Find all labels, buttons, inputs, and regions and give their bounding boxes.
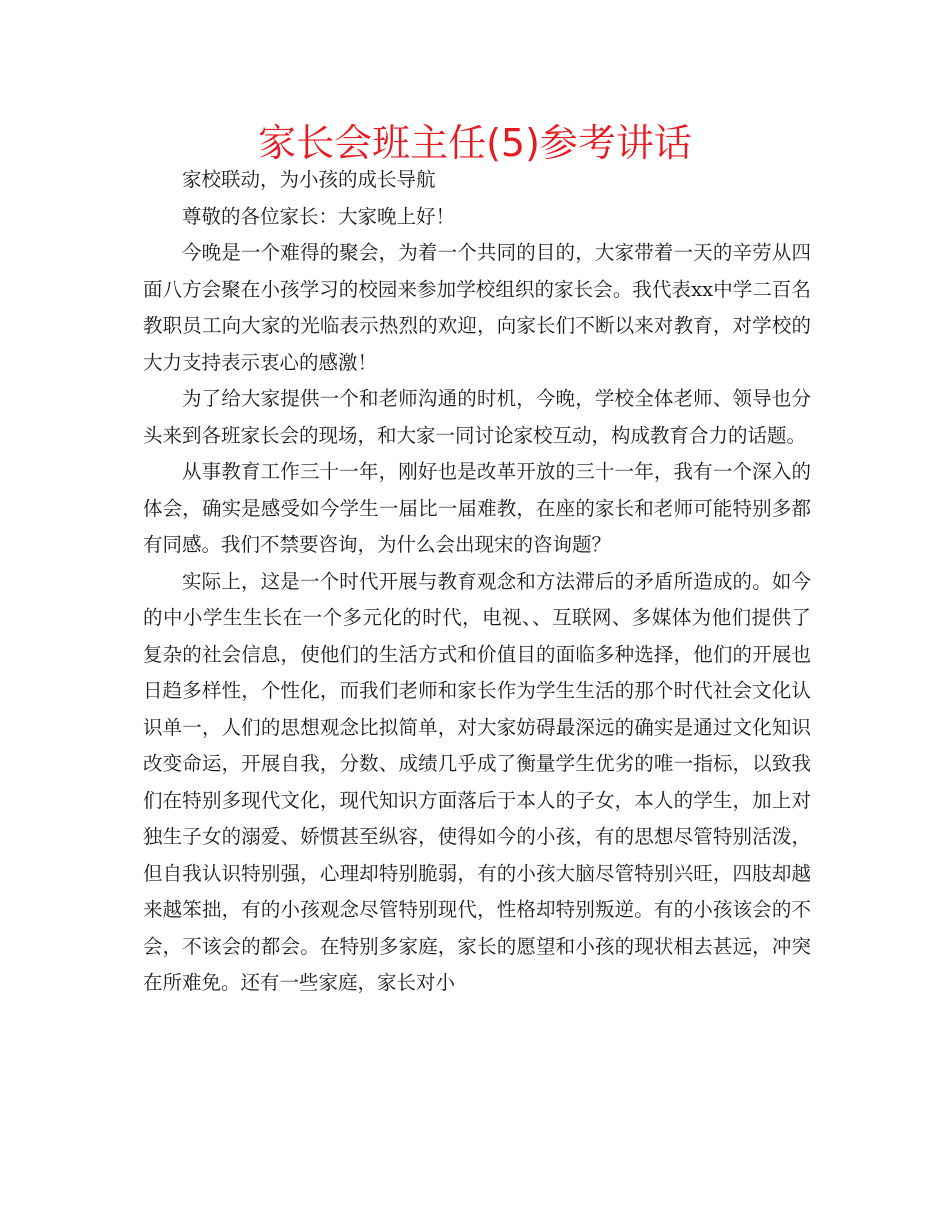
subtitle-paragraph: 家校联动，为小孩的成长导航	[182, 168, 436, 191]
body-paragraph: 为了给大家提供一个和老师沟通的时机，今晚，学校全体老师、领导也分头来到各班家长会的现场，和大家一同讨论家校互动，构成教育合力的话题。	[143, 387, 811, 447]
greeting-paragraph: 尊敬的各位家长：大家晚上好！	[182, 204, 456, 228]
document-title: 家长会班主任(5)参考讲话	[258, 121, 692, 165]
body-paragraph: 实际上，这是一个时代开展与教育观念和方法滞后的矛盾所造成的。如今的中小学生生长在一个多元化的时代，电视、、互联网、多媒体为他们提供了复杂的社会信息，使他们的生活方式和价值目的面临多种选择，他们的开展也日趋多样性，个性化，而我们老师和家长作为学生生活的那个时代社会文化认识单一，人们的思想观念比拟简单，对大家妨碍最深远的确实是通过文化知识改变命运，开展自我，分数、成绩几乎成了衡量学生优劣的唯一指标，以致我们在特别多现代文化，现代知识方面落后于本人的子女，本人的学生，加上对独生子女的溺爱、娇惯甚至纵容，使得如今的小孩，有的思想尽管特别活泼，但自我认识特别强，心理却特别脆弱，有的小孩大脑尽管特别兴旺，四肢却越来越笨拙，有的小孩观念尽管特别现代，性格却特别叛逆。有的小孩该会的不会，不该会的都会。在特别多家庭，家长的愿望和小孩的现状相去甚远，冲突在所难免。还有一些家庭，家长对小	[143, 569, 811, 994]
body-paragraph: 从事教育工作三十一年，刚好也是改革开放的三十一年，我有一个深入的体会，确实是感受如今学生一届比一届难教，在座的家长和老师可能特别多都有同感。我们不禁要咨询，为什么会出现宋的咨询题？	[143, 460, 811, 556]
body-paragraph: 今晚是一个难得的聚会，为着一个共同的目的，大家带着一天的辛劳从四面八方会聚在小孩学习的校园来参加学校组织的家长会。我代表xx中学二百名教职员工向大家的光临表示热烈的欢迎，向家长们不断以来对教育，对学校的大力支持表示衷心的感激！	[143, 241, 811, 374]
document-body	[143, 162, 811, 1002]
